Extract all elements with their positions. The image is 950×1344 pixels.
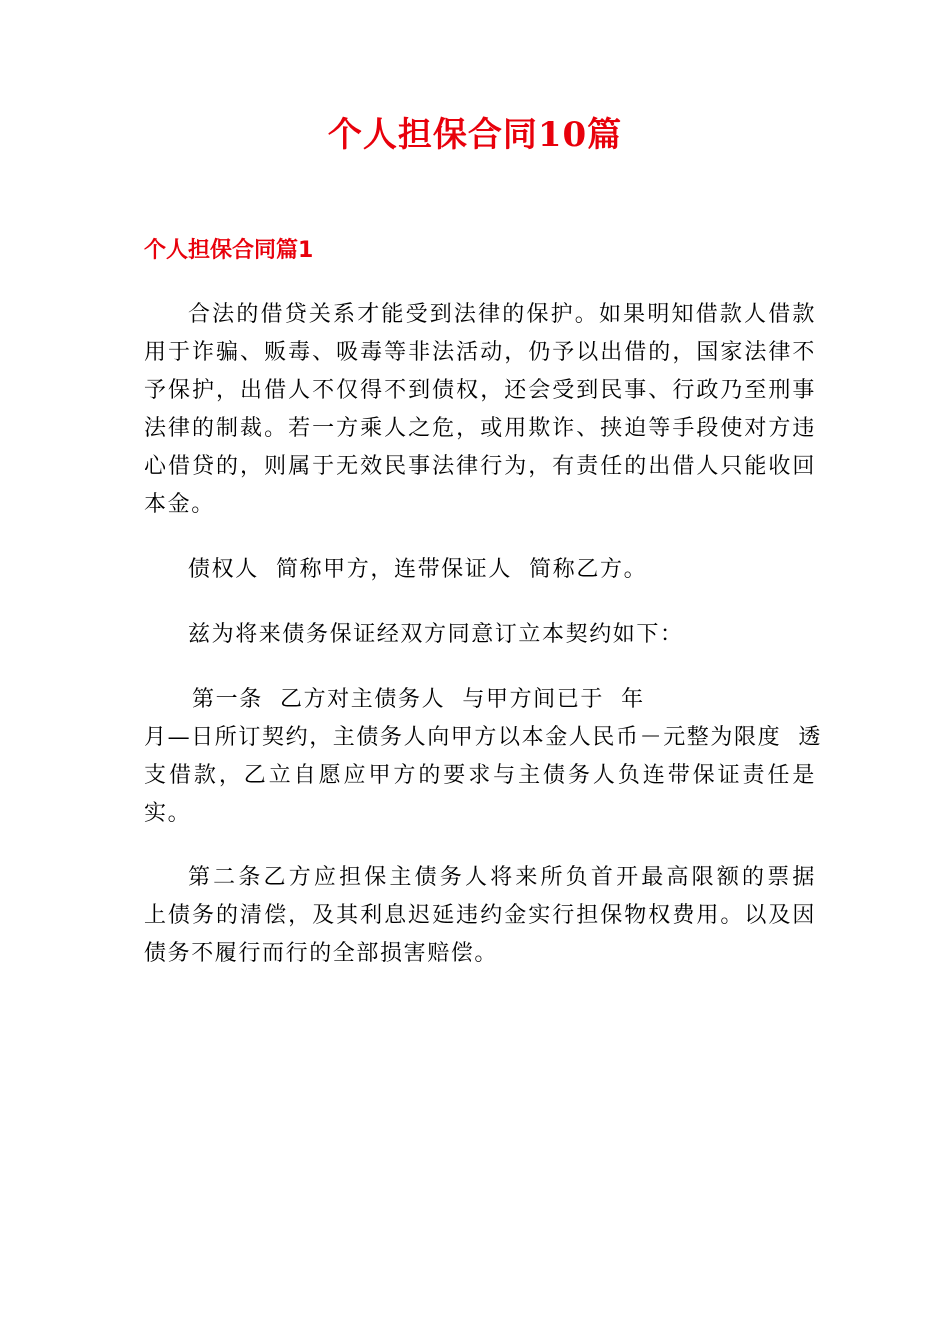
article-2: 第二条乙方应担保主债务人将来所负首开最高限额的票据 上债务的清偿，及其利息迟延违约金实行担保物权费用。以及因 债务不履行而行的全部损害赔偿。: [144, 865, 834, 966]
article-1-line: 支借款，乙立自愿应甲方的要求与主债务人负连带保证责任是: [144, 763, 816, 788]
article-1-line: 实。: [144, 801, 192, 826]
document-body: [144, 296, 834, 1000]
article-1-line: 第一条 乙方对主债务人 与甲方间已于 年: [192, 687, 645, 712]
article-1-line: 月—日所订契约，主债务人向甲方以本金人民币－元整为限度 透: [144, 725, 822, 750]
paragraph-agreement: 兹为将来债务保证经双方同意订立本契约如下：: [188, 622, 684, 647]
section-heading: 个人担保合同篇1: [144, 238, 314, 263]
paragraph-parties: 债权人 简称甲方，连带保证人 简称乙方。: [188, 557, 648, 582]
paragraph-intro: 合法的借贷关系才能受到法律的保护。如果明知借款人借款用于诈骗、贩毒、吸毒等非法活动，仍予以出借的，国家法律不予保护，出借人不仅得不到债权，还会受到民事、行政乃至刑事法律的制裁。若一方乘人之危，或用欺诈、挟迫等手段使对方违心借贷的，则属于无效民事法律行为，有责任的出借人只能收回本金。: [144, 302, 816, 517]
article-1: [144, 681, 822, 833]
document-title: 个人担保合同10篇: [327, 115, 623, 155]
